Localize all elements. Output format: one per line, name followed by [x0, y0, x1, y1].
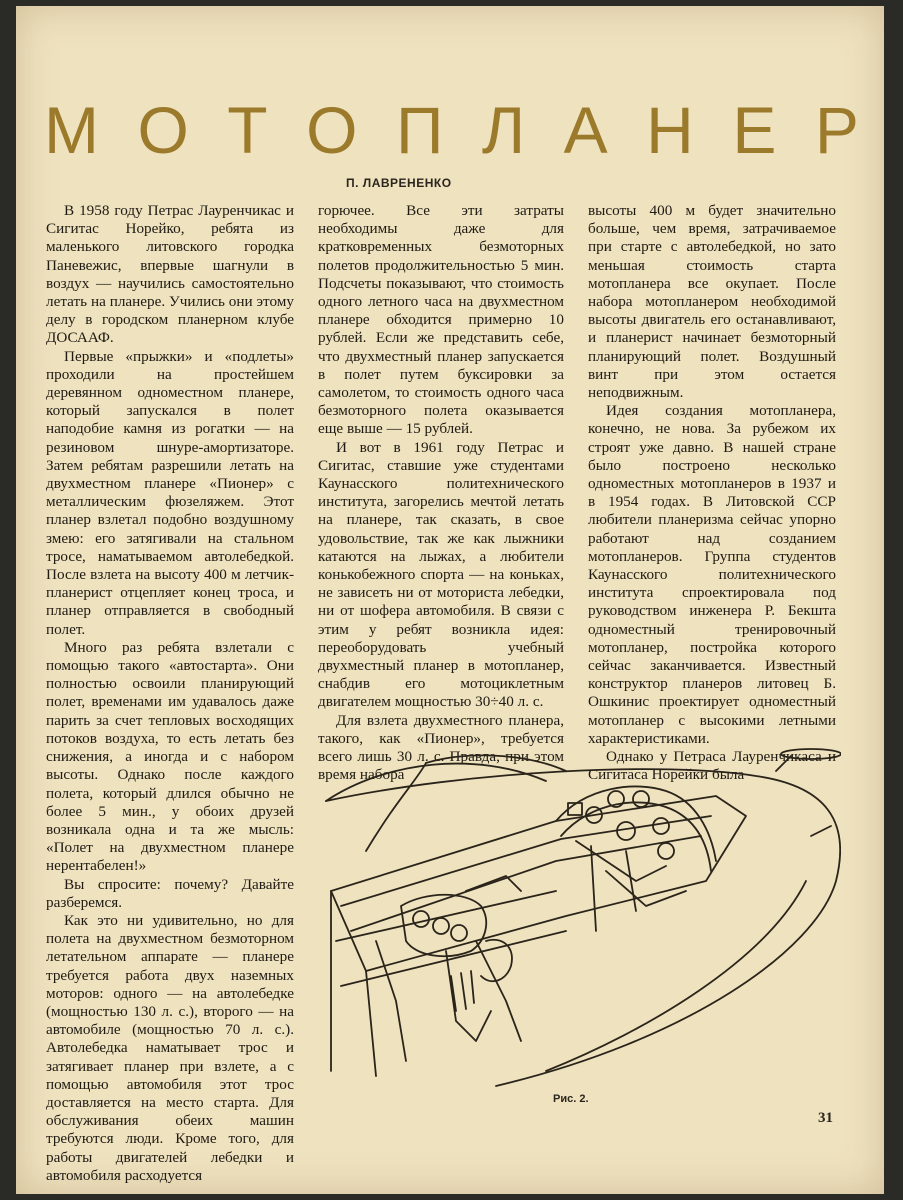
figure-caption: Рис. 2. [553, 1093, 589, 1105]
title-letter: О [306, 93, 358, 168]
paragraph: Идея создания мотопланера, конечно, не нова. За рубежом их строят уже давно. В нашей стране было построено несколько одноместных мотопланеров в 1937 и в 1954 годах. В Литовской ССР любители планеризма сейчас упорно работают над созданием мотопланеров. Группа студентов Каунасского политехнического института спроектировала под руководством инженера Р. Бекшта одноместный тренировочный мотопланер, постройка которого сейчас заканчивается. Известный конструктор планеров литовец Б. Ошкинис проектирует одноместный мотопланер с высокими летными характеристиками. [588, 402, 836, 747]
paragraph: И вот в 1961 году Петрас и Сигитас, ставшие уже студентами Каунасского политехнического института, загорелись мечтой летать на планере, так сказать, в свое удовольствие, так же как лыжники катаются на лыжах, а любители конькобежного спорта — на коньках, не зависеть ни от моториста лебедки, ни от шофера автомобиля. В связи с этим у ребят возникла идея: переоборудовать учебный двухместный планер в мотопланер, снабдив его мотоциклетным двигателем мощностью 30÷40 л. с. [318, 438, 564, 711]
paragraph: Для взлета двухместного планера, такого, как «Пионер», требуется всего лишь 30 л. с. Правда, при этом время набора [318, 711, 564, 784]
paragraph: горючее. Все эти затраты необходимы даже для кратковременных безмоторных полетов продолжительностью 5 мин. Подсчеты показывают, что стоимость одного летного часа на двухместном планере обходится примерно 10 рублей. Если же представить себе, что двухместный планер запускается в полет путем буксировки за самолетом, то стоимость одного часа безмоторного полета оказывается еще выше — 15 рублей. [318, 202, 564, 438]
paragraph: Вы спросите: почему? Давайте разберемся. [46, 875, 294, 911]
text-column-2 [318, 202, 564, 785]
paragraph: Первые «прыжки» и «подлеты» проходили на простейшем деревянном одноместном планере, который запускался в полет наподобие камня из рогатки — на резиновом шнуре-амортизаторе. Затем ребятам разрешили летать на двухместном планере «Пионер» с металлическим фюзеляжем. Этот планер взлетал подобно воздушному змею: его затягивали на стальном тросе, наматываемом автолебедкой. После взлета на высоту 400 м летчик-планерист отцепляет конец троса, и планер отправляется в свободный полет. [46, 347, 294, 638]
title-letter: Е [732, 93, 777, 168]
text-column-1 [46, 202, 294, 1185]
title-letter: Р [814, 93, 859, 168]
title-letter: П [395, 93, 444, 168]
magazine-page [16, 6, 884, 1194]
title-letter: А [563, 93, 608, 168]
glider-cockpit-drawing-icon [306, 741, 841, 1096]
paragraph: Много раз ребята взлетали с помощью такого «автостарта». Они полностью освоили планирующий полет, временами им удавалось даже парить за счет тепловых восходящих потоков воздуха, то есть летать без снижения, а иногда и с набором высоты. Однако после каждого полета, который длился обычно не более 5 мин., у обоих друзей возникала одна и та же мысль: «Полет на двухместном планере нерентабелен!» [46, 638, 294, 875]
article-title [44, 90, 859, 170]
title-letter: О [137, 93, 189, 168]
paragraph: В 1958 году Петрас Лауренчикас и Сигитас Норейко, ребята из маленького литовского городка Паневежис, впервые шагнули в воздух — научились самостоятельно летать на планере. Учились они этому делу в городском планерном клубе ДОСААФ. [46, 202, 294, 347]
paragraph: высоты 400 м будет значительно больше, чем время, затрачиваемое при старте с автолебедкой, но зато меньшая стоимость старта мотопланера все окупает. После набора мотопланером необходимой высоты двигатель его останавливают, и планерист начинает безмоторный планирующий полет. Воздушный винт при этом остается неподвижным. [588, 202, 836, 402]
text-column-3 [588, 202, 836, 785]
title-letter: Т [227, 93, 268, 168]
author-byline: П. ЛАВРЕНЕНКО [346, 176, 452, 190]
title-letter: Л [481, 93, 526, 168]
paragraph: Как это ни удивительно, но для полета на двухместном безмоторном летательном аппарате — планере требуется работа двух наземных моторов: одного — на автолебедке (мощностью 130 л. с.), второго — на автомобиле (мощностью 70 л. с.). Автолебедка наматывает трос и затягивает планер при взлете, а с помощью автомобиля этот трос доставляется на место старта. Для обслуживания обеих машин требуются люди. Кроме того, для работы двигателей лебедки и автомобиля расходуется [46, 911, 294, 1184]
page-number: 31 [818, 1110, 833, 1126]
paragraph: Однако у Петраса Лауренчикаса и Сигитаса Норейки была [588, 748, 836, 784]
title-letter: М [44, 93, 99, 168]
title-letter: Н [646, 93, 694, 168]
